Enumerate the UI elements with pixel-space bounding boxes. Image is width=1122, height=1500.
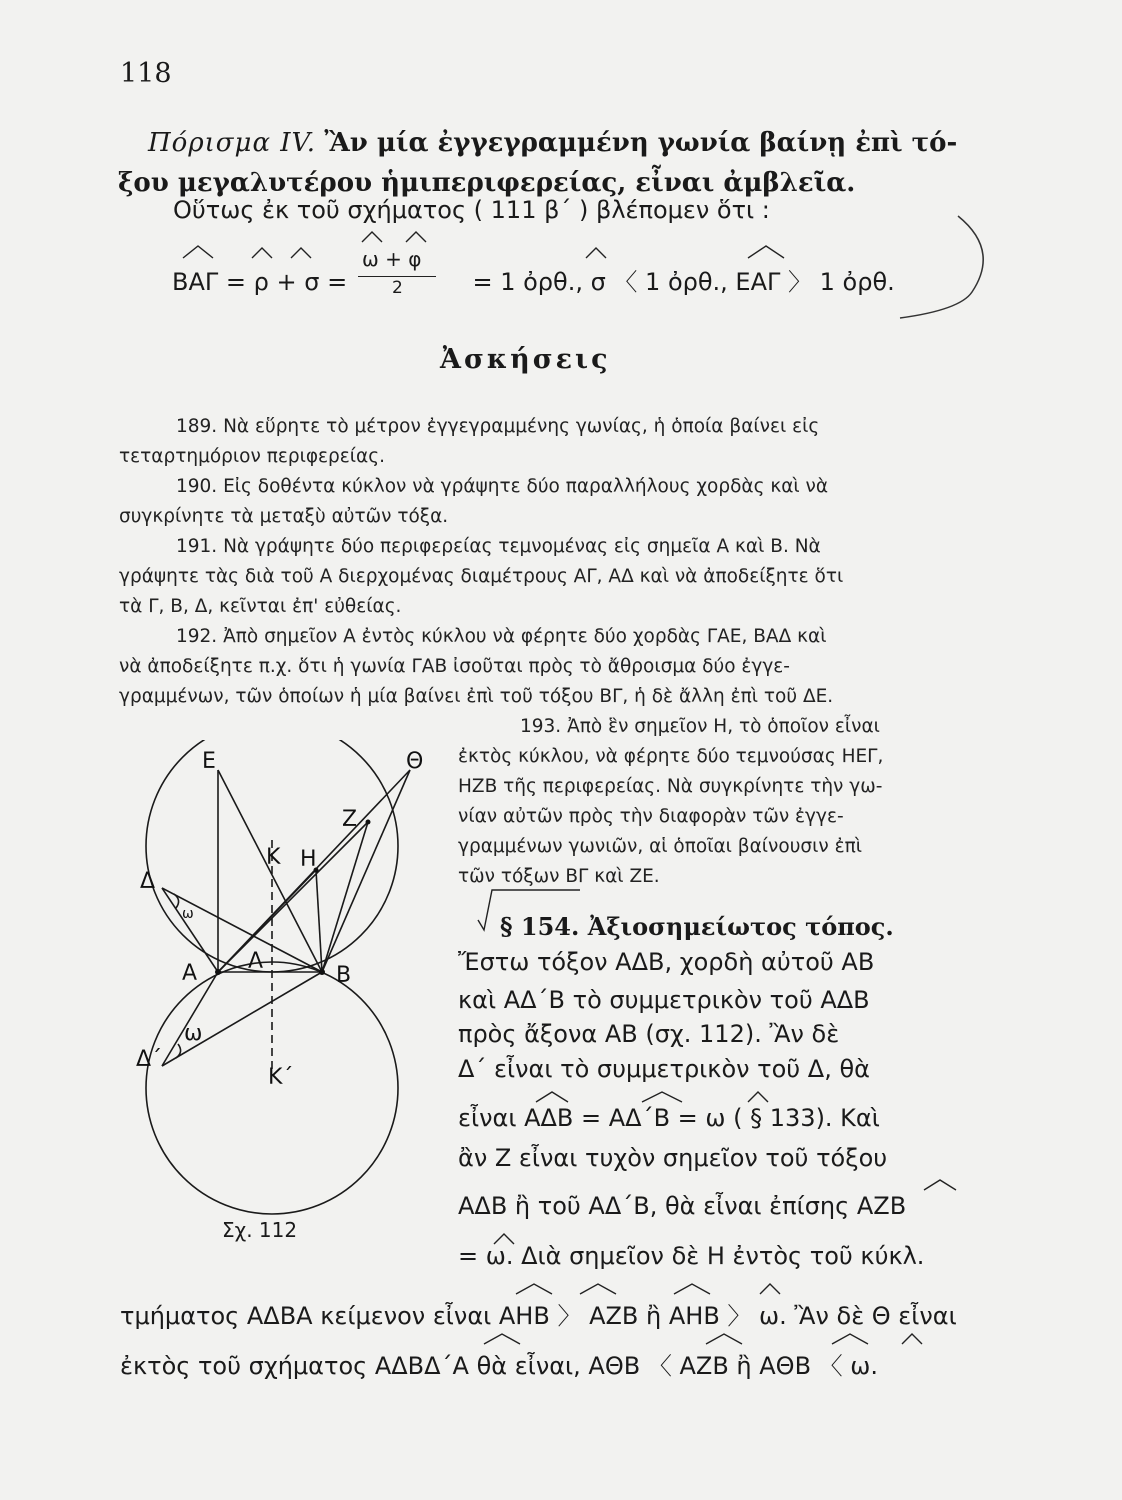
label-A: Α (182, 961, 198, 986)
margin-mark (900, 216, 983, 318)
section-line-6: ἂν Ζ εἶναι τυχὸν σημεῖον τοῦ τόξου (458, 1144, 888, 1172)
exercise-189-line-1: 189. Νὰ εὕρητε τὸ μέτρον ἐγγεγραμμένης γωνίας, ἡ ὁποία βαίνει εἰς (176, 416, 820, 437)
section-154-title: § 154. Ἀξιοσημείωτος τόπος. (500, 912, 894, 941)
label-Delta: Δ (140, 869, 156, 894)
exercise-193-line-3: ΗΖΒ τῆς περιφερείας. Νὰ συγκρίνητε τὴν γω- (458, 776, 883, 797)
porisma-line-3: Οὕτως ἐκ τοῦ σχήματος ( 111 β΄ ) βλέπομεν ὅτι : (173, 196, 770, 224)
label-K: Κ (266, 845, 281, 870)
porisma-statement-1: Ἂν μία ἐγγεγραμμένη γωνία βαίνῃ ἐπὶ τό- (324, 128, 958, 158)
label-Delta-prime: Δ΄ (136, 1047, 163, 1072)
exercise-192-line-2: νὰ ἀποδείξητε π.χ. ὅτι ἡ γωνία ΓΑΒ ἰσοῦται πρὸς τὸ ἄθροισμα δύο ἐγγε- (119, 656, 790, 677)
exercise-190-line-2: συγκρίνητε τὰ μεταξὺ αὐτῶν τόξα. (119, 506, 449, 527)
label-E: Ε (202, 749, 216, 774)
label-K-prime: Κ΄ (268, 1065, 294, 1090)
exercise-191-line-3: τὰ Γ, Β, Δ, κεῖνται ἐπ' εὐθείας. (119, 596, 402, 617)
exercise-193-line-2: ἐκτὸς κύκλου, νὰ φέρητε δύο τεμνούσας ΗΕΓ, (458, 746, 884, 767)
section-line-7: ΑΔΒ ἢ τοῦ ΑΔ΄Β, θὰ εἶναι ἐπίσης ΑΖΒ (458, 1192, 907, 1220)
exercise-191-line-1: 191. Νὰ γράψητε δύο περιφερείας τεμνομένας εἰς σημεῖα Α καὶ Β. Νὰ (176, 536, 821, 557)
formula-right: = 1 ὀρθ., σ 〈 1 ὀρθ., ΕΑΓ 〉 1 ὀρθ. (472, 268, 895, 296)
label-Theta: Θ (406, 749, 424, 774)
section-line-9: τμήματος ΑΔΒΑ κείμενον εἶναι ΑΗΒ 〉 ΑΖΒ ἢ ΑΗΒ 〉 ω. Ἂν δὲ Θ εἶναι (120, 1302, 957, 1330)
exercise-192-line-3: γραμμένων, τῶν ὁποίων ἡ μία βαίνει ἐπὶ τοῦ τόξου ΒΓ, ἡ δὲ ἄλλη ἐπὶ τοῦ ΔΕ. (119, 686, 834, 707)
label-B: Β (336, 963, 352, 988)
porisma-label: Πόρισμα IV. (148, 128, 317, 158)
label-H: Η (300, 847, 317, 872)
figure-112 (120, 740, 460, 1220)
page-number: 118 (120, 58, 172, 89)
figure-caption: Σχ. 112 (222, 1218, 298, 1242)
section-line-2: καὶ ΑΔ΄Β τὸ συμμετρικὸν τοῦ ΑΔΒ (458, 986, 870, 1014)
formula-left: ΒΑΓ = ρ + σ = (172, 268, 348, 296)
exercise-193-line-4: νίαν αὐτῶν πρὸς τὴν διαφορὰν τῶν ἐγγε- (458, 806, 844, 827)
formula-hats (0, 0, 1122, 360)
formula-numerator: ω + φ (362, 247, 422, 271)
label-omega-2: ω (184, 1021, 203, 1046)
label-Lambda: Λ (248, 949, 264, 974)
section-line-5: εἶναι ΑΔΒ = ΑΔ΄Β = ω ( § 133). Καὶ (458, 1104, 880, 1132)
section-line-3: πρὸς ἄξονα ΑΒ (σχ. 112). Ἂν δὲ (458, 1020, 840, 1048)
section-line-10: ἐκτὸς τοῦ σχήματος ΑΔΒΔ΄Α θὰ εἶναι, ΑΘΒ 〈 ΑΖΒ ἢ ΑΘΒ 〈 ω. (120, 1352, 879, 1380)
exercise-189-line-2: τεταρτημόριον περιφερείας. (119, 446, 385, 467)
label-omega-1: ω (182, 906, 194, 922)
section-line-8: = ω. Διὰ σημεῖον δὲ Η ἐντὸς τοῦ κύκλ. (458, 1242, 925, 1270)
section-line-4: Δ΄ εἶναι τὸ συμμετρικὸν τοῦ Δ, θὰ (458, 1055, 870, 1083)
exercise-190-line-1: 190. Εἰς δοθέντα κύκλον νὰ γράψητε δύο παραλλήλους χορδὰς καὶ νὰ (176, 476, 829, 497)
porisma-statement-2: ξου μεγαλυτέρου ἡμιπεριφερείας, εἶναι ἀμβλεῖα. (118, 168, 856, 198)
exercise-193-line-1: 193. Ἀπὸ ἓν σημεῖον Η, τὸ ὁποῖον εἶναι (520, 716, 880, 737)
section-line-1: Ἔστω τόξον ΑΔΒ, χορδὴ αὐτοῦ ΑΒ (458, 948, 875, 976)
exercise-191-line-2: γράψητε τὰς διὰ τοῦ Α διερχομένας διαμέτρους ΑΓ, ΑΔ καὶ νὰ ἀποδείξητε ὅτι (119, 566, 844, 587)
label-Z: Ζ (342, 807, 358, 832)
exercise-192-line-1: 192. Ἀπὸ σημεῖον Α ἐντὸς κύκλου νὰ φέρητε δύο χορδὰς ΓΑΕ, ΒΑΔ καὶ (176, 626, 827, 647)
exercise-193-line-5: γραμμένων γωνιῶν, αἱ ὁποῖαι βαίνουσιν ἐπὶ (458, 836, 863, 857)
exercises-heading: Ἀσκήσεις (440, 344, 611, 375)
exercise-193-line-6: τῶν τόξων ΒΓ καὶ ΖΕ. (458, 866, 660, 887)
formula-denominator: 2 (392, 278, 403, 298)
